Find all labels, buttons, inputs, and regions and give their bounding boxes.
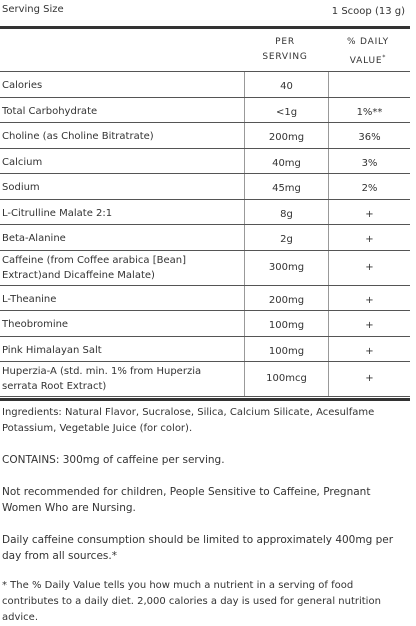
daily-value-header-text: VALUE [349, 56, 383, 66]
nutrient-amount: 100mg [268, 345, 305, 357]
nutrient-row [0, 225, 410, 251]
per-serving-header-line1: PER [275, 37, 295, 47]
serving-size-label: Serving Size [2, 4, 64, 15]
nutrient-name: Theobromine [2, 319, 69, 330]
nutrient-daily-value: + [365, 373, 374, 384]
nutrient-daily-value: + [365, 294, 374, 306]
not-recommended-text: Not recommended for children, People Sensitive to Caffeine, Pregnant Women Who are Nursing. [2, 486, 371, 514]
nutrient-name: Caffeine (from Coffee arabica [Bean] Extract)and Dicaffeine Malate) [2, 254, 187, 281]
nutrient-row [0, 149, 410, 175]
nutrition-facts-table [0, 71, 410, 397]
nutrient-name: Calcium [2, 156, 43, 168]
nutrient-amount: 200mg [268, 294, 305, 306]
nutrient-amount: 8g [280, 208, 293, 220]
ingredients-text: Ingredients: Natural Flavor, Sucralose, Silica, Calcium Silicate, Acesulfame Potassium, Vegetable Juice (for color). [2, 407, 375, 434]
per-serving-header [245, 35, 325, 65]
nutrient-amount: <1g [275, 106, 298, 118]
nutrient-amount: 100mcg [266, 373, 307, 384]
nutrient-daily-value: + [365, 345, 374, 357]
nutrient-row [0, 174, 410, 200]
nutrient-amount: 300mg [268, 261, 305, 273]
footnote-text: * The % Daily Value tells you how much a nutrient in a serving of food contributes to a daily diet. 2,000 calories a day is used for general nutrition advice. [2, 580, 381, 623]
nutrient-daily-value: + [365, 208, 374, 220]
table-bottom-rule [0, 398, 410, 401]
nutrient-name: Total Carbohydrate [2, 105, 98, 117]
nutrient-row [0, 123, 410, 149]
nutrient-row [0, 200, 410, 226]
nutrient-row [0, 362, 410, 397]
nutrient-name: L-Citrulline Malate 2:1 [2, 207, 113, 219]
nutrient-daily-value: 1%** [356, 106, 383, 118]
nutrient-row [0, 337, 410, 363]
column-divider [328, 72, 329, 97]
nutrient-amount: 200mg [268, 132, 305, 143]
nutrient-amount: 2g [280, 234, 293, 245]
daily-limit-text: Daily caffeine consumption should be limited to approximately 400mg per day from all sources.* [2, 534, 394, 562]
nutrient-row [0, 286, 410, 312]
nutrient-amount: 40 [280, 81, 293, 92]
daily-value-header-line1: % DAILY [347, 37, 389, 47]
daily-value-asterisk: * [382, 54, 387, 61]
nutrient-name: Sodium [2, 182, 40, 193]
nutrient-daily-value: + [365, 234, 374, 245]
nutrient-name: Choline (as Choline Bitratrate) [2, 131, 154, 142]
serving-size-row [0, 0, 410, 29]
nutrient-row [0, 98, 410, 124]
nutrient-amount: 45mg [272, 183, 301, 194]
nutrient-name: Huperzia-A (std. min. 1% from Huperzia serrata Root Extract) [2, 366, 202, 392]
per-serving-header-line2: SERVING [262, 52, 308, 62]
daily-value-header [328, 35, 408, 69]
nutrient-row [0, 251, 410, 286]
contains-text: CONTAINS: 300mg of caffeine per serving. [2, 454, 225, 466]
nutrient-daily-value: 3% [361, 157, 378, 169]
nutrient-amount: 100mg [268, 320, 305, 331]
nutrient-daily-value: 2% [361, 183, 378, 194]
daily-value-header-line2 [328, 50, 408, 69]
nutrient-row [0, 311, 410, 337]
nutrient-name: L-Theanine [2, 293, 57, 305]
nutrient-name: Calories [2, 80, 43, 91]
nutrient-name: Pink Himalayan Salt [2, 344, 102, 356]
serving-size-value: 1 Scoop (13 g) [331, 6, 405, 17]
nutrient-name: Beta-Alanine [2, 233, 66, 244]
nutrient-daily-value: + [365, 320, 374, 331]
nutrient-amount: 40mg [272, 157, 301, 169]
nutrient-daily-value: 36% [358, 132, 381, 143]
nutrient-daily-value: + [365, 261, 374, 273]
nutrient-row [0, 72, 410, 98]
